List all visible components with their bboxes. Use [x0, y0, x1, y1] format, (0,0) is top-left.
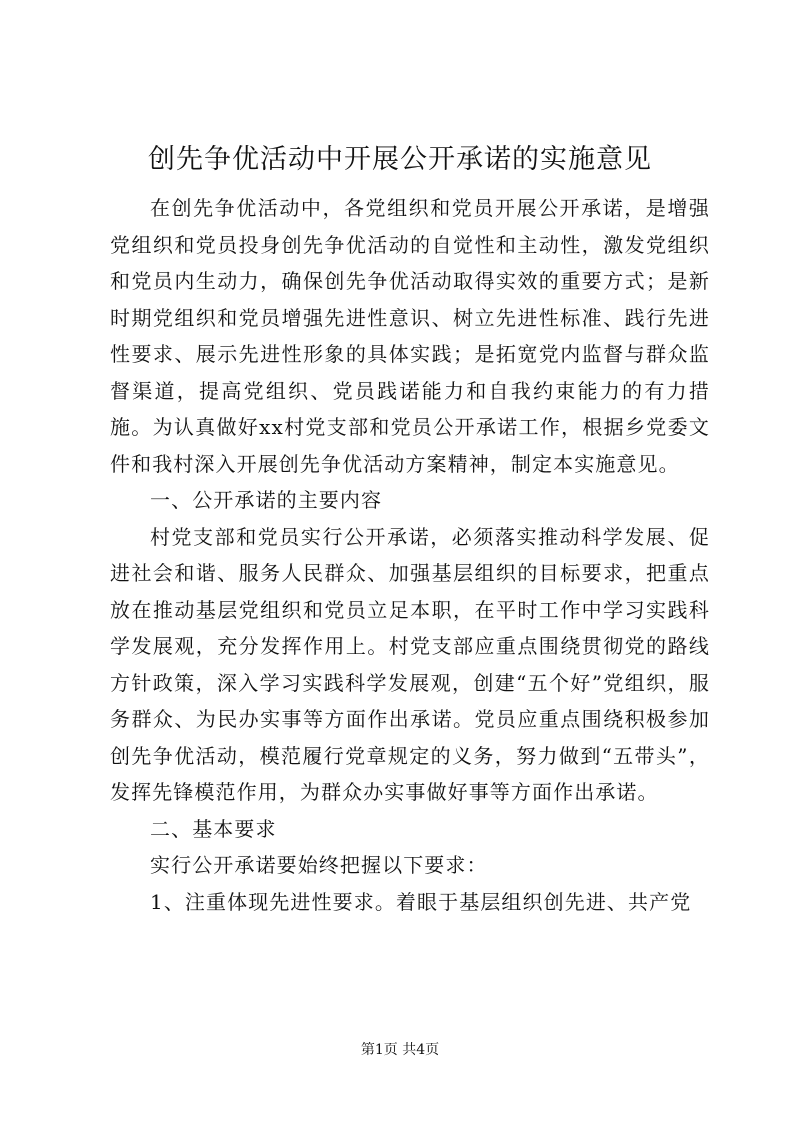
paragraph-intro: 在创先争优活动中，各党组织和党员开展公开承诺，是增强党组织和党员投身创先争优活动的自觉性和主动性，激发党组织和党员内生动力，确保创先争优活动取得实效的重要方式；是新时期党组织和党员增强先进性意识、树立先进性标准、践行先进性要求、展示先进性形象的具体实践；是拓宽党内监督与群众监督渠道，提高党组织、党员践诺能力和自我约束能力的有力措施。为认真做好xx村党支部和党员公开承诺工作，根据乡党委文件和我村深入开展创先争优活动方案精神，制定本实施意见。 [110, 196, 710, 476]
paragraph-requirements-intro: 实行公开承诺要始终把握以下要求： [150, 853, 488, 877]
document-body [110, 190, 710, 920]
paragraph-section-1: 村党支部和党员实行公开承诺，必须落实推动科学发展、促进社会和谐、服务人民群众、加强基层组织的目标要求，把重点放在推动基层党组织和党员立足本职，在平时工作中学习实践科学发展观，充分发挥作用上。村党支部应重点围绕贯彻党的路线方针政策，深入学习实践科学发展观，创建“五个好”党组织，服务群众、为民办实事等方面作出承诺。党员应重点围绕积极参加创先争优活动，模范履行党章规定的义务，努力做到“五带头”，发挥先锋模范作用，为群众办实事做好事等方面作出承诺。 [110, 524, 710, 804]
paragraph-requirement-1: 1、注重体现先进性要求。着眼于基层组织创先进、共产党 [150, 889, 692, 914]
section-heading-2: 二、基本要求 [150, 816, 277, 841]
section-heading-1: 一、公开承诺的主要内容 [150, 488, 383, 512]
document-title: 创先争优活动中开展公开承诺的实施意见 [148, 144, 652, 175]
page-number-footer: 第1页 共4页 [360, 1042, 440, 1058]
